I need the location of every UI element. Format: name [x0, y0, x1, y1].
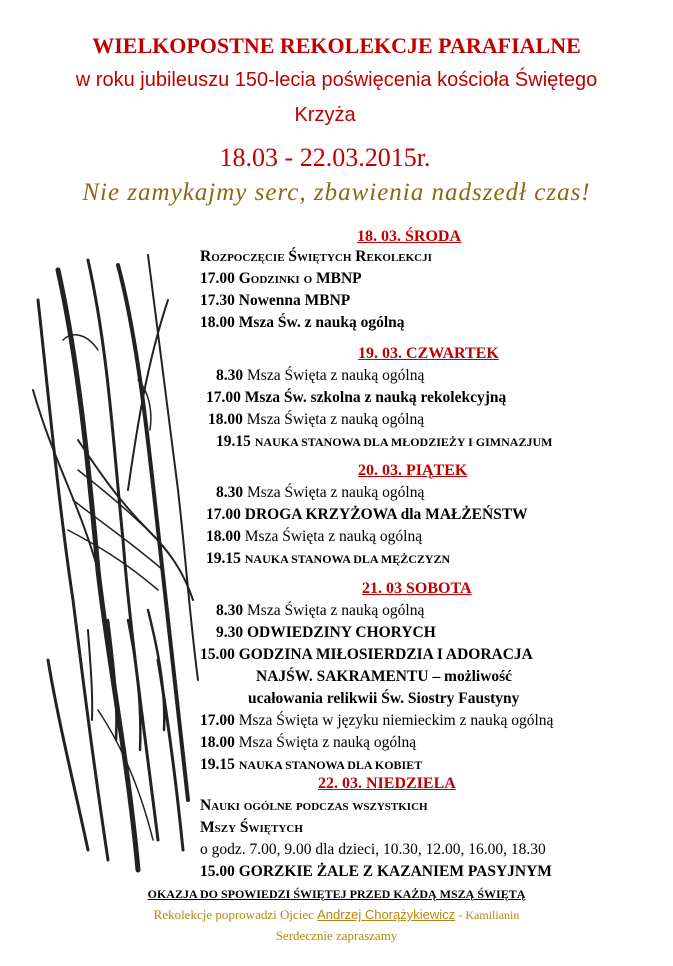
item-text: Msza Św. z nauką ogólną	[238, 314, 405, 331]
item-time: 17.00	[200, 270, 239, 287]
item-time: 9.30	[216, 624, 247, 641]
item-text: Msza Święta z nauką ogólną	[247, 602, 425, 619]
schedule-item	[256, 668, 512, 686]
item-text: GORZKIE ŻALE Z KAZANIEM PASYJNYM	[238, 863, 552, 880]
day-heading: 19. 03. CZWARTEK	[358, 345, 499, 362]
schedule-item	[200, 712, 553, 730]
confession-note: OKAZJA DO SPOWIEDZI ŚWIĘTEJ PRZED KAŻDĄ MSZĄ ŚWIĘTĄ	[147, 887, 526, 901]
item-text: Mszy Świętych	[200, 819, 303, 836]
item-text: NAUKA STANOWA DLA MĘŻCZYZN	[244, 552, 451, 566]
item-time: 18.00	[200, 314, 239, 331]
schedule-item	[200, 270, 362, 288]
praying-hands-illustration	[18, 240, 208, 880]
item-text: Godzinki o MBNP	[238, 270, 362, 287]
item-time: 8.30	[216, 484, 247, 501]
subtitle-line-2: Krzyża	[294, 104, 356, 126]
item-text: NAUKA STANOWA DLA KOBIET	[238, 758, 423, 772]
schedule-item	[206, 550, 450, 568]
item-time: 17.00	[200, 712, 239, 729]
schedule-item	[200, 314, 405, 332]
day-heading: 18. 03. ŚRODA	[357, 228, 462, 245]
item-time: 8.30	[216, 367, 247, 384]
item-text: Nauki ogólne podczas wszystkich	[200, 797, 428, 814]
schedule-item	[216, 602, 424, 620]
motto: Nie zamykajmy serc, zbawienia nadszedł czas!	[82, 179, 591, 206]
day-heading: 21. 03 SOBOTA	[362, 580, 472, 597]
page-title: WIELKOPOSTNE REKOLEKCJE PARAFIALNE	[92, 33, 581, 58]
item-text: Msza Święta z nauką ogólną	[238, 734, 417, 751]
schedule-item	[200, 756, 422, 774]
item-text: NAUKA STANOWA DLA MŁODZIEŻY I GIMNAZJUM	[254, 435, 553, 449]
schedule-item	[208, 411, 424, 429]
item-text: Msza Święta z nauką ogólną	[246, 411, 425, 428]
item-time: 17.30	[200, 292, 239, 309]
item-time: 19.15	[200, 756, 239, 773]
item-text: ODWIEDZINY CHORYCH	[247, 624, 436, 641]
item-time: 18.00	[200, 734, 239, 751]
day-heading: 20. 03. PIĄTEK	[358, 462, 468, 479]
item-text: Msza Święta z nauką ogólną	[244, 528, 423, 545]
item-time: 19.15	[216, 433, 255, 450]
schedule-item	[216, 433, 552, 451]
leader-name: Andrzej Chorążykiewicz	[317, 907, 456, 922]
subtitle-line-1: w roku jubileuszu 150-lecia poświęcenia kościoła Świętego	[75, 69, 598, 91]
item-text: Msza Święta z nauką ogólną	[247, 484, 425, 501]
item-text: Msza Św. szkolna z nauką rekolekcyjną	[244, 389, 507, 406]
day-heading: 22. 03. NIEDZIELA	[318, 775, 456, 792]
item-text: Rozpoczęcie Świętych Rekolekcji	[200, 248, 432, 265]
schedule-item	[248, 690, 519, 708]
item-time: 15.00	[200, 646, 239, 663]
schedule-item	[200, 819, 303, 837]
item-text: GODZINA MIŁOSIERDZIA I ADORACJA	[238, 646, 533, 663]
schedule-item	[200, 841, 546, 859]
item-time: 15.00	[200, 863, 239, 880]
schedule-item	[216, 484, 424, 502]
date-range: 18.03 - 22.03.2015r.	[219, 143, 431, 172]
retreat-leader	[0, 907, 673, 923]
schedule-item	[200, 248, 432, 266]
item-text: Msza Święta w języku niemieckim z nauką ogólną	[238, 712, 554, 729]
leader-prefix: Rekolekcje poprowadzi Ojciec	[153, 907, 314, 922]
item-text: ucałowania relikwii Św. Siostry Faustyny	[248, 690, 520, 707]
item-time: 17.00	[206, 506, 245, 523]
schedule-item	[216, 367, 424, 385]
item-text: Msza Święta z nauką ogólną	[247, 367, 425, 384]
item-text: o godz. 7.00, 9.00 dla dzieci, 10.30, 12.00, 16.00, 18.30	[200, 841, 546, 858]
schedule-item	[200, 646, 533, 664]
invitation: Serdecznie zapraszamy	[275, 928, 398, 943]
item-time: 18.00	[208, 411, 247, 428]
schedule-item	[206, 506, 528, 524]
item-time: 17.00	[206, 389, 245, 406]
schedule-item	[200, 863, 552, 881]
item-text: DROGA KRZYŻOWA dla MAŁŻEŃSTW	[244, 506, 528, 523]
schedule-item	[206, 528, 422, 546]
schedule-item	[206, 389, 506, 407]
schedule-item	[200, 734, 416, 752]
schedule-item	[200, 292, 350, 310]
leader-suffix: - Kamilianin	[458, 908, 520, 922]
item-time: 18.00	[206, 528, 245, 545]
item-text: NAJŚW. SAKRAMENTU – możliwość	[256, 668, 513, 685]
schedule-item	[216, 624, 436, 642]
item-time: 8.30	[216, 602, 247, 619]
schedule-item	[200, 797, 428, 815]
item-time: 19.15	[206, 550, 245, 567]
item-text: Nowenna MBNP	[238, 292, 351, 309]
